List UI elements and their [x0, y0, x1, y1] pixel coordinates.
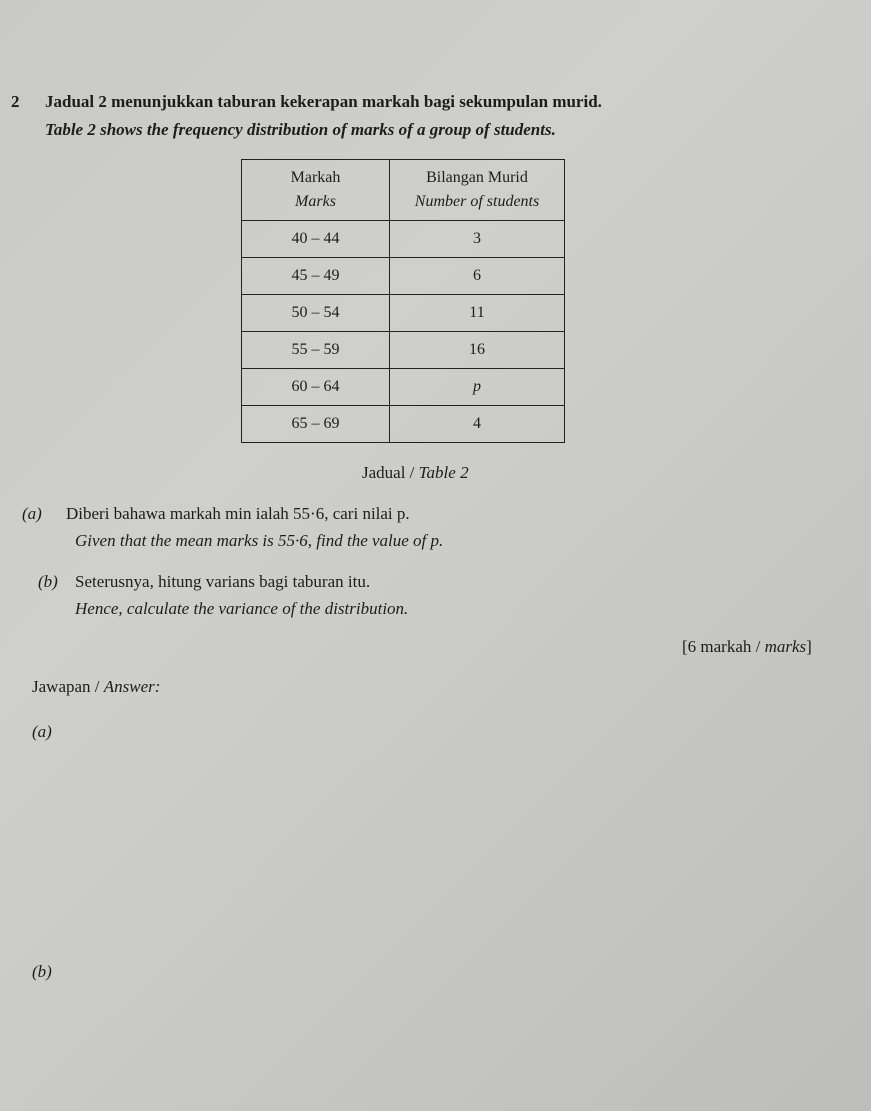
header-students-ms: Bilangan Murid: [426, 169, 528, 186]
students-cell: 4: [390, 406, 565, 443]
marks-cell: 65 – 69: [242, 406, 390, 443]
header-students-en: Number of students: [414, 193, 540, 210]
part-a-label: (a): [22, 504, 42, 523]
header-marks-en: Marks: [295, 193, 336, 210]
part-a-text-en: Given that the mean marks is 55·6, find the value of p.: [75, 531, 444, 550]
students-cell: 11: [390, 295, 565, 332]
table-row: [242, 406, 565, 443]
marks-allocation: [682, 637, 812, 657]
header-marks: [242, 160, 390, 221]
part-b-text-ms: Seterusnya, hitung varians bagi taburan itu.: [75, 572, 371, 591]
table-row: [242, 369, 565, 406]
part-b-label: (b): [38, 572, 58, 591]
header-students: [390, 160, 565, 221]
students-cell: 3: [390, 221, 565, 258]
students-cell: 6: [390, 258, 565, 295]
marks-cell: 60 – 64: [242, 369, 390, 406]
table-row: [242, 221, 565, 258]
marks-en: marks: [764, 637, 807, 656]
table-caption-en: Table 2: [418, 463, 469, 482]
marks-cell: 45 – 49: [242, 258, 390, 295]
answer-label-ms: Jawapan /: [32, 677, 104, 696]
table-row: [242, 332, 565, 369]
marks-cell: 55 – 59: [242, 332, 390, 369]
question-intro-en: Table 2 shows the frequency distribution of marks of a group of students.: [45, 120, 556, 139]
marks-prefix: [6 markah /: [682, 637, 765, 656]
question-intro-ms: Jadual 2 menunjukkan taburan kekerapan markah bagi sekumpulan murid.: [45, 92, 602, 111]
marks-suffix: ]: [806, 637, 812, 656]
header-marks-ms: Markah: [290, 169, 341, 186]
marks-cell: 50 – 54: [242, 295, 390, 332]
answer-label-en: Answer:: [103, 677, 161, 696]
table-caption-ms: Jadual /: [362, 463, 419, 482]
frequency-table: [241, 159, 565, 443]
part-a-text-ms: Diberi bahawa markah min ialah 55·6, cari nilai p.: [66, 504, 410, 523]
table-row: [242, 258, 565, 295]
marks-cell: 40 – 44: [242, 221, 390, 258]
table-header-row: [242, 160, 565, 221]
answer-heading: [32, 677, 160, 697]
answer-a-label: (a): [32, 722, 52, 741]
question-number: 2: [11, 92, 20, 111]
answer-b-label: (b): [32, 962, 52, 981]
table-caption: [362, 463, 469, 483]
students-cell: p: [390, 369, 565, 406]
students-cell: 16: [390, 332, 565, 369]
part-b-text-en: Hence, calculate the variance of the distribution.: [75, 599, 409, 618]
table-row: [242, 295, 565, 332]
